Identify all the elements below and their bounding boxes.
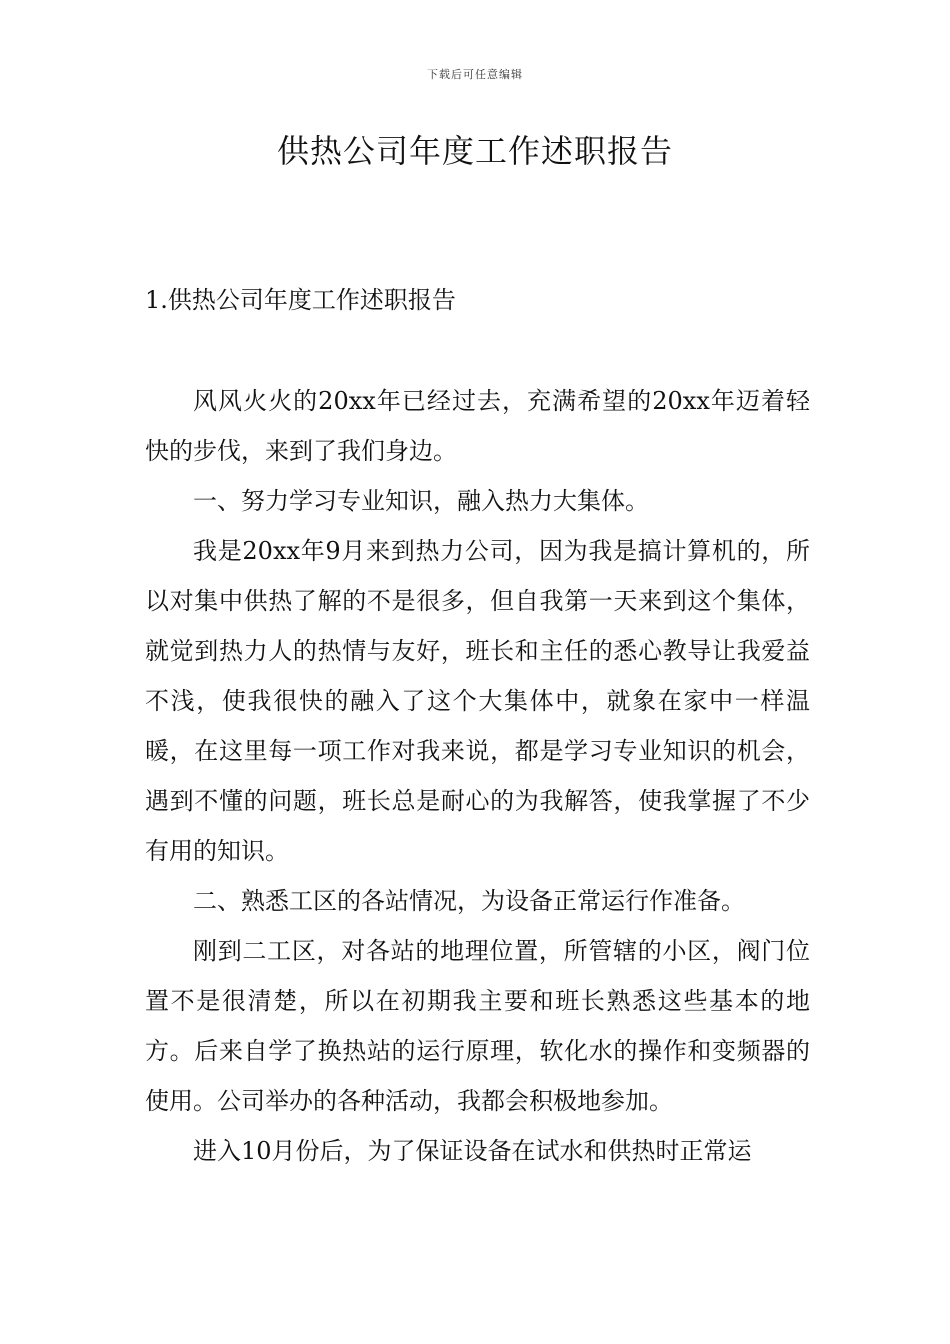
paragraph-1: 我是20xx年9月来到热力公司，因为我是搞计算机的，所以对集中供热了解的不是很多，但自我第一天来到这个集体，就觉到热力人的热情与友好，班长和主任的悉心教导让我爱益不浅，使我很快的融入了这个大集体中，就象在家中一样温暖，在这里每一项工作对我来说，都是学习专业知识的机会，遇到不懂的问题，班长总是耐心的为我解答，使我掌握了不少有用的知识。 bbox=[145, 537, 810, 865]
section-heading: 1.供热公司年度工作述职报告 bbox=[145, 286, 456, 314]
document-body bbox=[145, 376, 810, 1176]
header-note: 下载后可任意编辑 bbox=[427, 68, 523, 81]
paragraph-heading-2: 二、熟悉工区的各站情况，为设备正常运行作准备。 bbox=[193, 887, 745, 915]
document-title: 供热公司年度工作述职报告 bbox=[276, 132, 673, 170]
paragraph-3: 进入10月份后，为了保证设备在试水和供热时正常运 bbox=[193, 1137, 752, 1165]
paragraph-heading-1: 一、努力学习专业知识，融入热力大集体。 bbox=[193, 487, 649, 515]
paragraph-2: 刚到二工区，对各站的地理位置，所管辖的小区，阀门位置不是很清楚，所以在初期我主要和班长熟悉这些基本的地方。后来自学了换热站的运行原理，软化水的操作和变频器的使用。公司举办的各种活动，我都会积极地参加。 bbox=[145, 937, 810, 1115]
paragraph-intro: 风风火火的20xx年已经过去，充满希望的20xx年迈着轻快的步伐，来到了我们身边。 bbox=[145, 387, 810, 465]
